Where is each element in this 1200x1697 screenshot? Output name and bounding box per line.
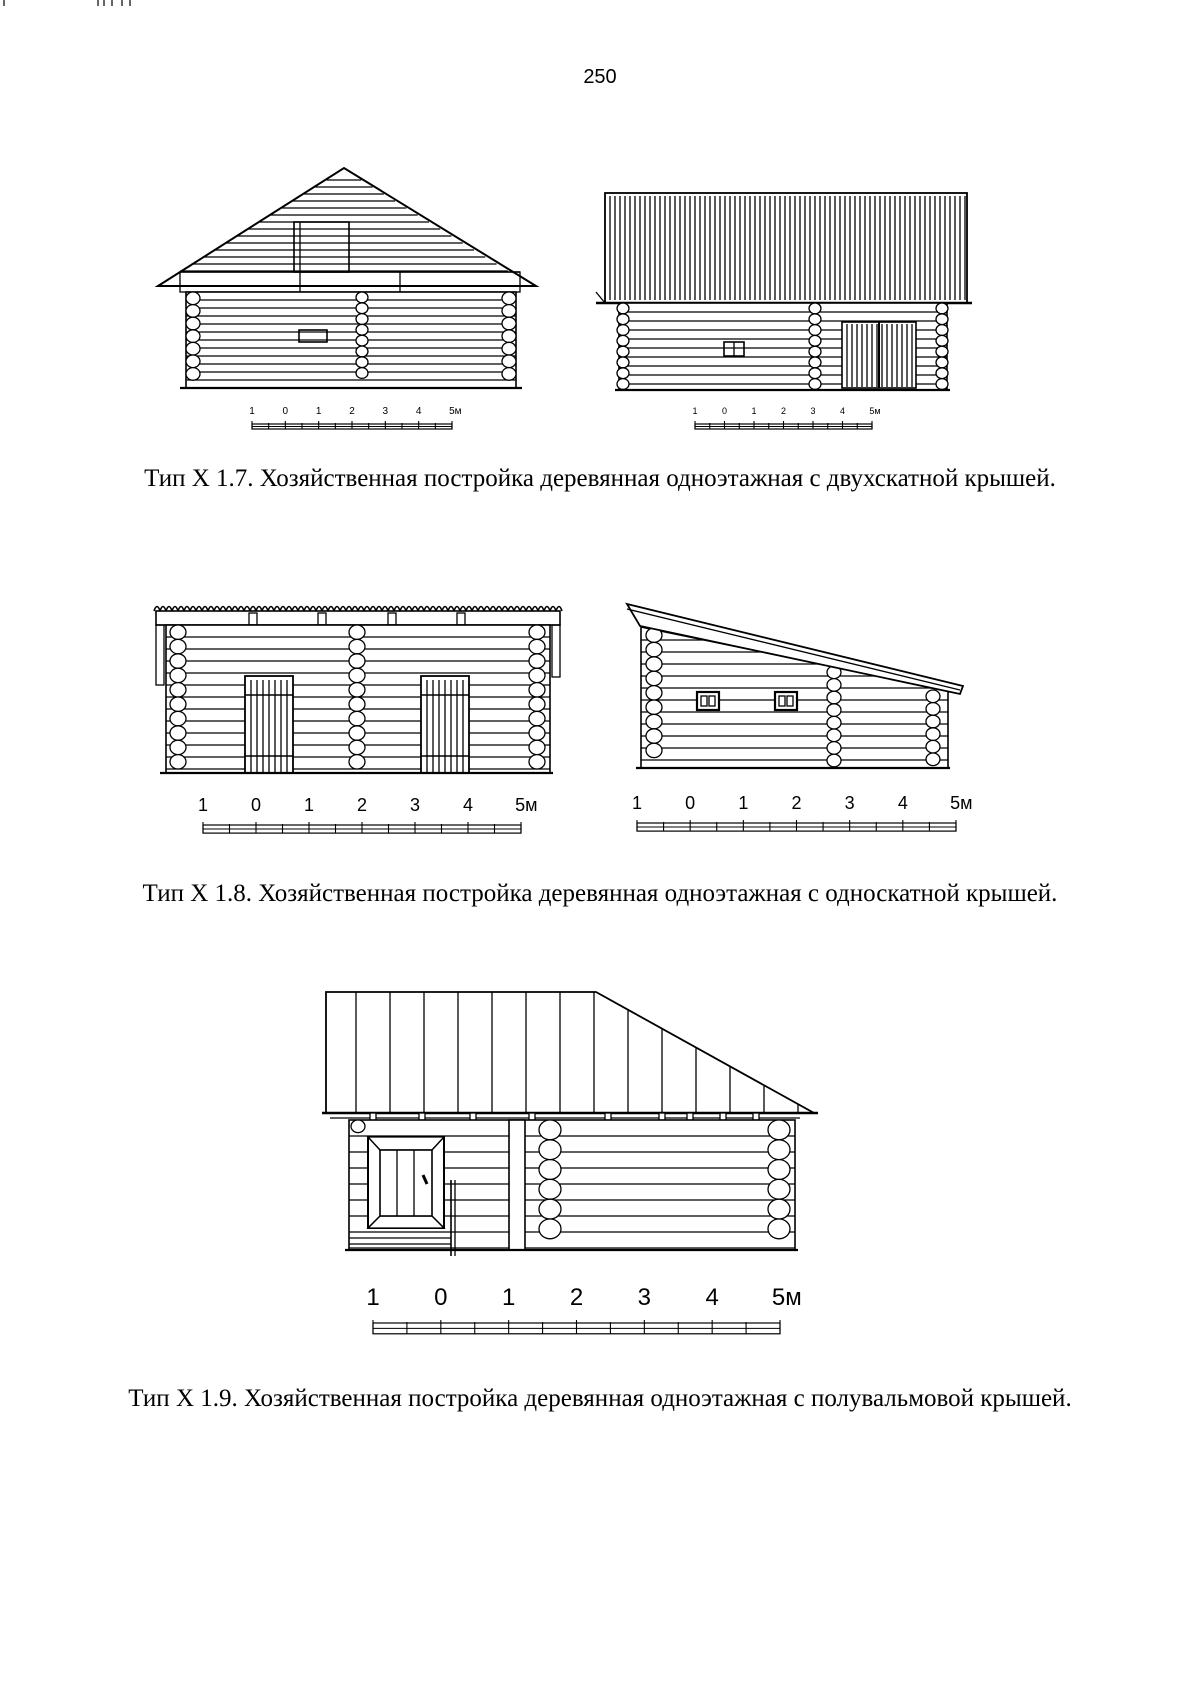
scale-bar-1b-label: 2 — [780, 406, 787, 416]
scale-bar-3-label: 1 — [366, 1284, 380, 1311]
scale-bar-1a-label: 1 — [315, 406, 322, 417]
figure-3-caption: Тип Х 1.9. Хозяйственная постройка деревянная одноэтажная с полувальмовой крышей. — [128, 1385, 1072, 1412]
scale-bar-3-label: 1 — [501, 1284, 516, 1311]
scale-bar-1b-label: 1 — [751, 406, 757, 416]
scale-bar-2a-label: 4 — [462, 795, 474, 815]
scale-bar-2a-label: 0 — [250, 795, 262, 815]
scale-bar-3-label: 5м — [771, 1284, 802, 1311]
page-number: 250 — [583, 66, 617, 88]
scale-bar-3-label: 3 — [637, 1284, 652, 1311]
scale-bar-1a-label: 3 — [382, 406, 389, 417]
scale-bar-2b-label: 5м — [950, 793, 973, 813]
scale-bar-1b-label: 0 — [721, 406, 728, 416]
scale-bar-2a-label: 1 — [197, 795, 209, 815]
figure-1-caption: Тип Х 1.7. Хозяйственная постройка деревянная одноэтажная с двухскатной крышей. — [144, 465, 1056, 492]
scale-bar-1b-label: 5м — [869, 406, 881, 416]
scale-bar-3-label: 2 — [569, 1284, 584, 1311]
scale-bar-1a-label: 2 — [349, 406, 355, 417]
scale-bar-1a-label: 5м — [449, 406, 462, 417]
scale-bar-1b-label: 4 — [839, 406, 846, 416]
half-hip-elevation — [322, 992, 818, 1256]
scale-bar-2b-label: 4 — [897, 793, 908, 813]
scale-bar-3-label: 0 — [434, 1284, 448, 1311]
scale-bar-2a-label: 5м — [515, 795, 538, 815]
figure-2-caption: Тип Х 1.8. Хозяйственная постройка деревянная одноэтажная с односкатной крышей. — [142, 880, 1058, 907]
scale-bar-2a-label: 1 — [303, 795, 315, 815]
scale-bar-3-label: 4 — [705, 1284, 719, 1311]
scale-bar-2a-label: 3 — [409, 795, 421, 815]
scale-bar-2b-label: 0 — [685, 793, 696, 813]
scale-bar-2b-label: 3 — [844, 793, 855, 813]
scale-bar-1b-label: 1 — [692, 406, 698, 416]
scale-bar-1b-label: 3 — [810, 406, 816, 416]
scale-bar-2b-label: 1 — [738, 793, 749, 813]
scale-bar-1a-label: 4 — [415, 406, 422, 417]
scale-bar-2a-label: 2 — [356, 795, 368, 815]
scale-bar-2b-label: 2 — [791, 793, 802, 813]
scale-bar-1a-label: 0 — [282, 406, 289, 417]
scale-bar-2b-label: 1 — [631, 793, 643, 813]
scale-bar-1a-label: 1 — [249, 406, 255, 417]
scale-bar-3 — [366, 1284, 801, 1334]
